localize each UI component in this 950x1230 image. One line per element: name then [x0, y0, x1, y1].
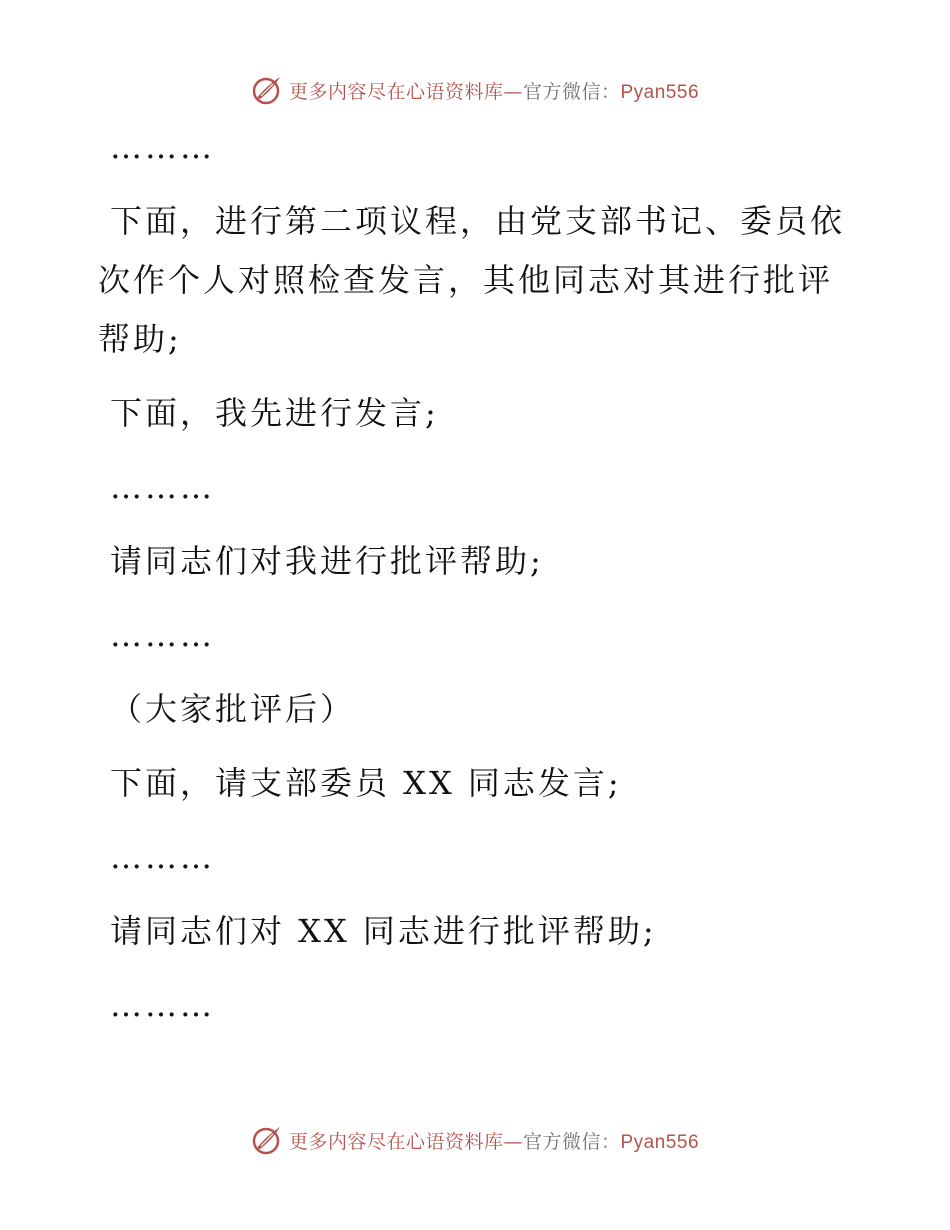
- header-watermark: [0, 70, 950, 110]
- watermark-main-text: 更多内容尽在心语资料库: [288, 80, 504, 103]
- watermark-dash: —: [503, 80, 523, 103]
- paragraph-ellipsis: ………: [110, 468, 215, 506]
- watermark-main-text: 更多内容尽在心语资料库: [288, 1130, 504, 1153]
- watermark-wechat-id: Pyan556: [620, 81, 700, 103]
- feather-pen-logo-icon: [251, 1124, 283, 1156]
- paragraph-member-speech: 下面，请支部委员 XX 同志发言;: [110, 764, 622, 802]
- footer-watermark: [0, 1120, 950, 1160]
- paragraph-after-criticism: （大家批评后）: [110, 690, 356, 728]
- watermark-label: 官方微信：: [522, 1130, 621, 1153]
- paragraph-ellipsis: ………: [110, 616, 215, 654]
- watermark-wechat-id: Pyan556: [620, 1131, 700, 1153]
- watermark-text: [289, 1127, 699, 1154]
- watermark-text: [289, 77, 699, 104]
- paragraph-self-speech: 下面，我先进行发言;: [110, 394, 439, 432]
- watermark-label: 官方微信：: [522, 80, 621, 103]
- paragraph-ellipsis: ………: [110, 838, 215, 876]
- paragraph-second-agenda: 下面，进行第二项议程，由党支部书记、委员依次作个人对照检查发言，其他同志对其进行批评帮助;: [98, 202, 846, 358]
- paragraph-member-criticism: 请同志们对 XX 同志进行批评帮助;: [110, 912, 657, 950]
- watermark-dash: —: [503, 1130, 523, 1153]
- paragraph-ellipsis: ………: [110, 128, 215, 166]
- paragraph-ellipsis: ………: [110, 986, 215, 1024]
- feather-pen-logo-icon: [251, 74, 283, 106]
- document-body: [98, 118, 858, 1050]
- paragraph-request-criticism: 请同志们对我进行批评帮助;: [110, 542, 544, 580]
